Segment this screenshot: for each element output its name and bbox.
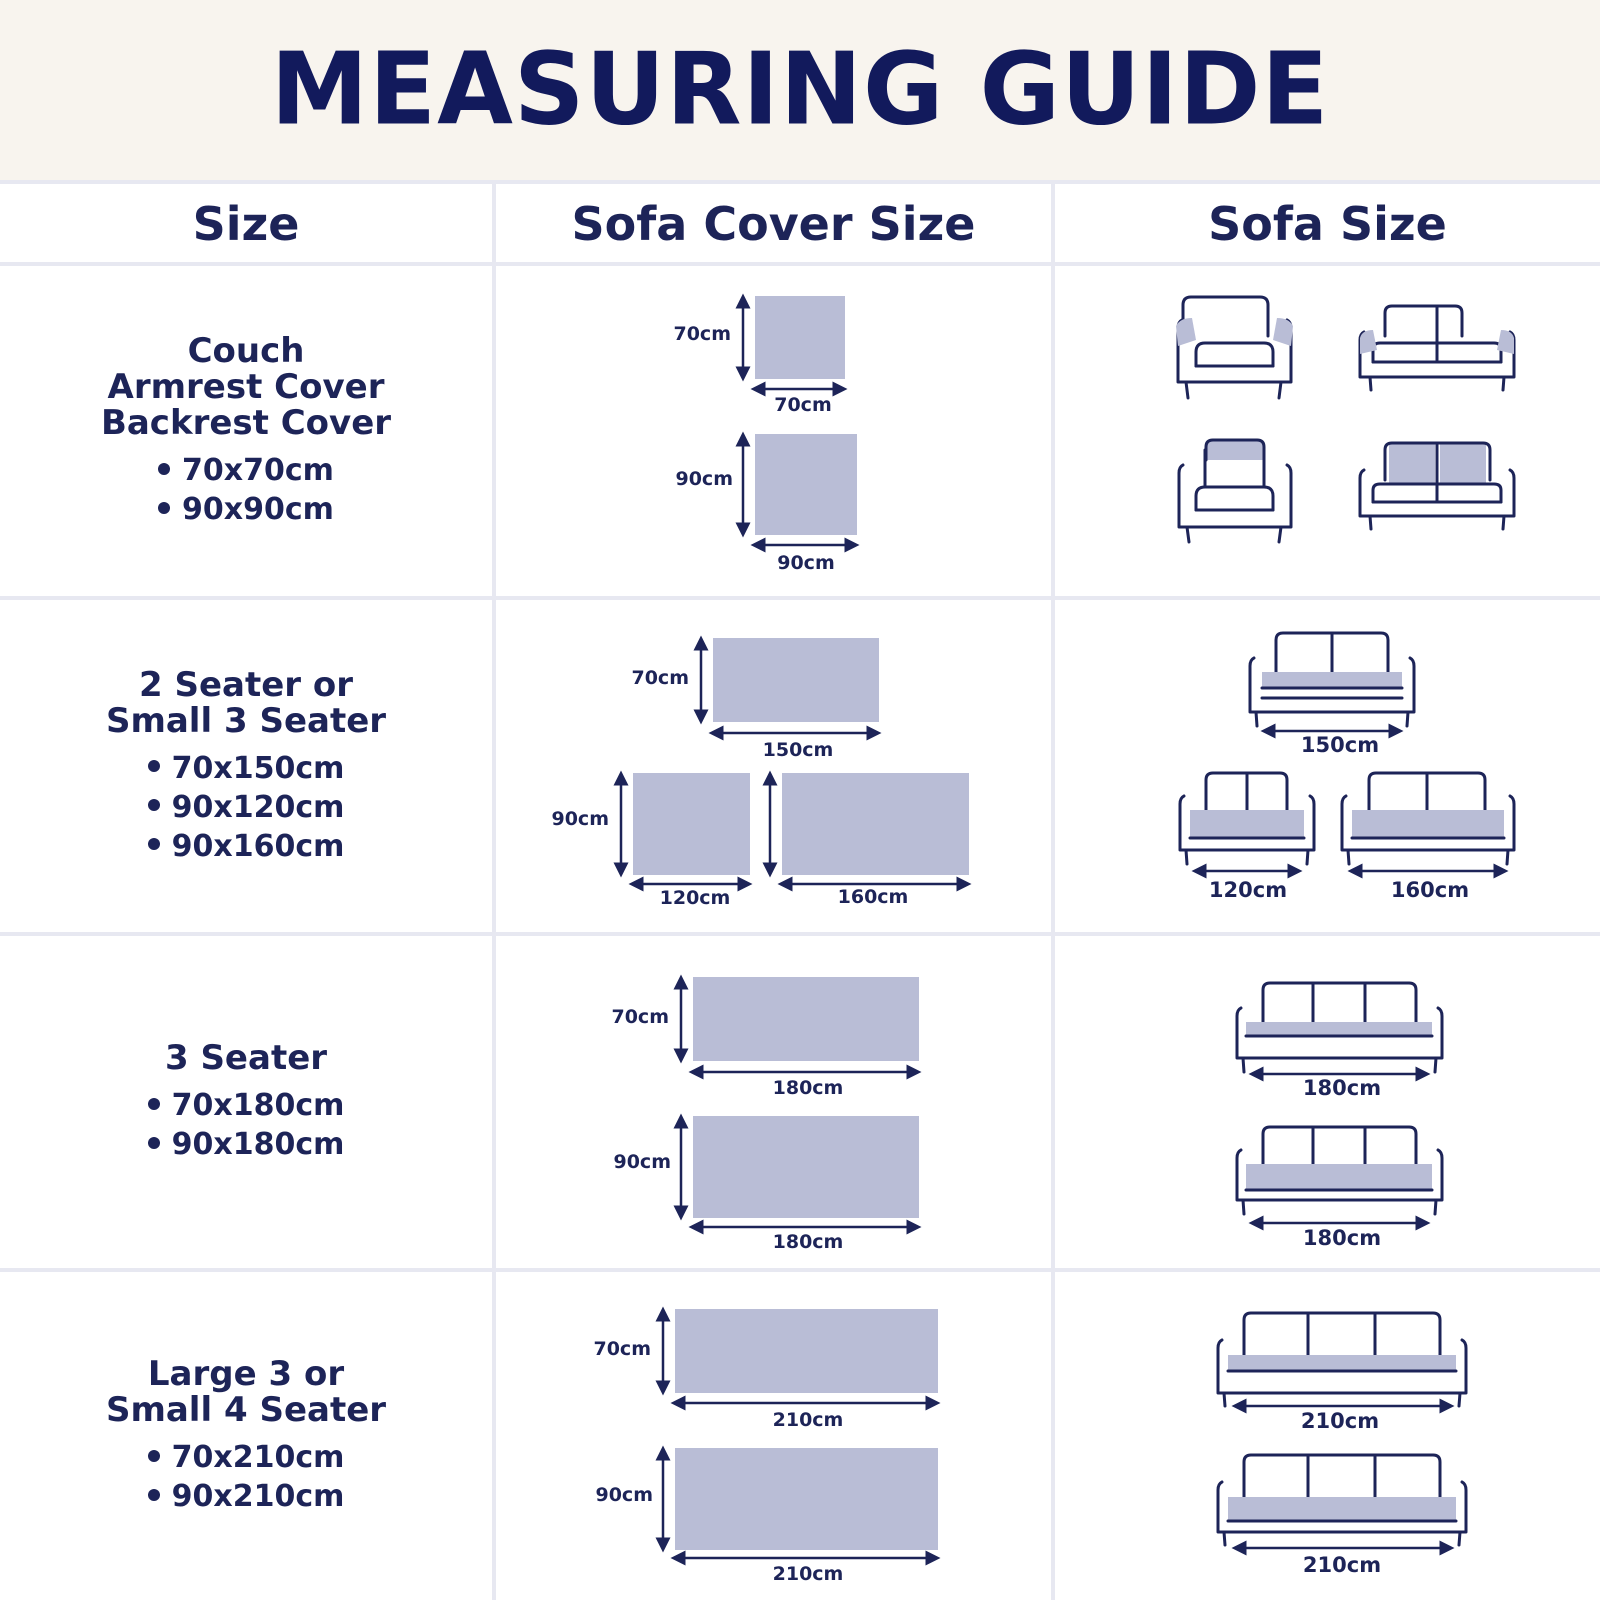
dimension-label: 70cm [774,394,832,416]
cover-rect [755,296,845,379]
page-title: MEASURING GUIDE [270,31,1330,149]
size-item: 70x150cm [148,749,345,788]
size-item: 70x180cm [148,1086,345,1125]
cover-rect [693,1116,919,1218]
size-title-line: Backrest Cover [100,403,392,443]
dimension-label: 70cm [593,1338,651,1360]
cover-diagram-90x210 [595,1448,938,1585]
size-item: 90x120cm [148,788,345,827]
size-item: 70x70cm [158,451,334,490]
cover-diagram-90x120-90x160 [551,773,969,909]
dimension-label: 160cm [837,886,909,908]
cover-diagram-70x180 [611,977,919,1099]
dimension-label: 90cm [595,1484,653,1506]
dimension-label: 150cm [762,739,834,761]
dimension-label: 70cm [631,667,689,689]
sofa-dimension-label: 210cm [1300,1409,1380,1433]
size-title-line: Small 3 Seater [105,700,387,741]
cover-rect [755,434,857,535]
dimension-label: 90cm [675,468,733,490]
dimension-label: 210cm [772,1409,844,1431]
column-header-sofa-size: Sofa Size [1208,197,1447,251]
column-header-size: Size [192,197,300,251]
armchair-armrest-icon [1176,297,1293,398]
sofa-icon-210-b [1218,1455,1466,1545]
size-title-line: Small 4 Seater [105,1390,387,1430]
cover-rect [693,977,919,1061]
loveseat-armrest-icon [1360,306,1514,390]
sofa-dimension-label: 180cm [1302,1226,1382,1250]
dimension-label: 90cm [551,808,609,830]
dimension-label: 180cm [772,1231,844,1253]
sofa-dimension-label: 210cm [1302,1553,1382,1577]
dimension-label: 210cm [772,1563,844,1585]
size-item: 90x90cm [158,490,334,529]
cover-diagram-90x90 [675,434,857,574]
dimension-label: 70cm [611,1006,669,1028]
dimension-label: 120cm [659,887,731,909]
cover-diagram-70x150 [631,638,879,761]
sofa-icon-180-b [1237,1127,1442,1214]
size-item: 70x210cm [148,1438,345,1477]
size-title-line: Armrest Cover [107,367,385,407]
loveseat-backrest-icon [1360,443,1514,529]
cover-rect [713,638,879,722]
size-title-line: Couch [187,331,305,371]
column-header-cover-size: Sofa Cover Size [571,197,976,251]
cover-diagram-70x210 [593,1309,938,1431]
cover-diagram-90x180 [613,1116,919,1253]
cover-rect [675,1309,938,1393]
sofa-icon-160 [1342,773,1514,864]
sofa-icon-120 [1180,773,1314,864]
sofa-icon-210-a [1218,1313,1466,1406]
sofa-dimension-label: 120cm [1208,878,1288,902]
dimension-label: 70cm [673,323,731,345]
size-item: 90x160cm [148,827,345,866]
size-title-line: Large 3 or [147,1354,345,1394]
cover-rect [675,1448,938,1550]
dimension-label: 180cm [772,1077,844,1099]
cover-rect [782,773,969,875]
size-item: 90x210cm [148,1477,345,1516]
cover-rect [633,773,750,875]
cover-diagram-70x70 [673,296,845,416]
size-title-line: 3 Seater [164,1038,328,1078]
armchair-backrest-icon [1179,440,1291,542]
sofa-icon-180-a [1237,983,1442,1072]
size-title-line: 2 Seater or [138,664,353,705]
dimension-label: 90cm [613,1151,671,1173]
sofa-dimension-label: 180cm [1302,1076,1382,1100]
sofa-dimension-label: 160cm [1390,878,1470,902]
dimension-label: 90cm [777,552,835,574]
size-item: 90x180cm [148,1125,345,1164]
sofa-icon-150 [1250,633,1414,726]
sofa-dimension-label: 150cm [1300,733,1380,757]
